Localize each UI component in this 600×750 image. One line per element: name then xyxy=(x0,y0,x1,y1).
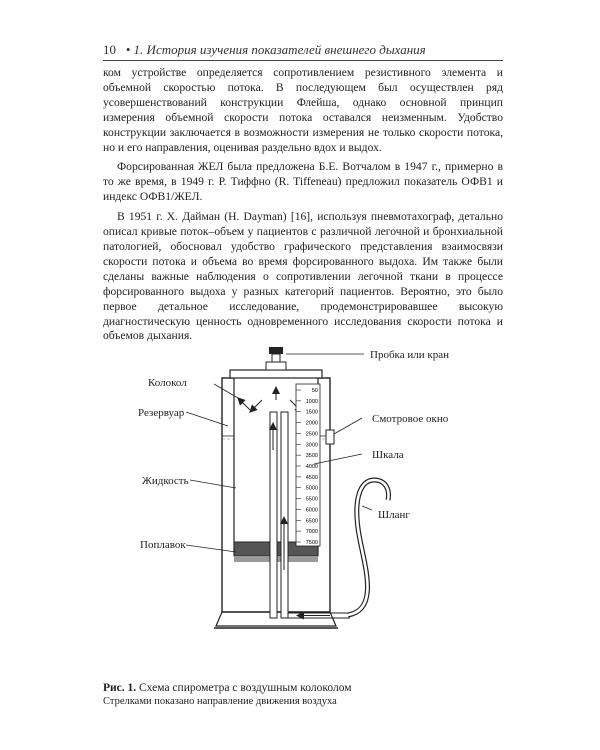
figure-caption xyxy=(103,682,523,707)
scale-mark-label: 4500 xyxy=(305,474,318,481)
scale-mark-label: 1000 xyxy=(305,398,318,405)
scale-mark-label: 5000 xyxy=(305,485,318,492)
page-number: 10 xyxy=(103,42,116,57)
running-header xyxy=(103,42,503,58)
running-title: • 1. История изучения показателей внешнего дыхания xyxy=(125,42,426,57)
label-liquid: Жидкость xyxy=(142,475,189,487)
label-float: Поплавок xyxy=(140,539,186,551)
body-text xyxy=(103,66,503,349)
scale-mark-label: 7500 xyxy=(305,540,318,546)
paragraph-3: В 1951 г. Х. Дайман (H. Dayman) [16], используя пневмотахограф, детально описал кривые поток–объем у пациентов с различной легочной и бронхиальной патологией, обосновал удобство графического представления взаимосвязи скорости потока и объема во время форсированного выдоха. Им также были сделаны важные наблюдения о сопротивлении легочной ткани в процессе форсированного выдоха у разных категорий пациентов. Вероятно, это было первое детальное исследование, продемонстрировавшее высокую диагностическую ценность одновременного исследования скорости потока и объемов дыхания. xyxy=(103,210,503,343)
spirometer-figure xyxy=(0,330,600,670)
scale-mark-label: 6000 xyxy=(305,507,318,514)
scale-mark-label: 1500 xyxy=(305,409,318,416)
paragraph-2: Форсированная ЖЕЛ была предложена Б.Е. Вотчалом в 1947 г., примерно в то же время, в 1949 г. Р. Тиффно (R. Tiffeneau) предложил показатель ОФВ1 и индекс ОФВ1/ЖЕЛ. xyxy=(103,160,503,204)
label-scale: Шкала xyxy=(372,449,404,461)
label-window: Смотровое окно xyxy=(372,413,449,425)
scale-mark-label: 7000 xyxy=(305,529,318,536)
stopper xyxy=(269,347,283,354)
label-reservoir: Резервуар xyxy=(138,407,185,419)
scale-mark-label: 3500 xyxy=(305,453,318,460)
caption-title: Схема спирометра с воздушным колоколом xyxy=(139,682,352,694)
caption-number: Рис. 1. xyxy=(103,682,137,694)
scale-mark-label: 3000 xyxy=(305,442,318,449)
scale-mark-label: 6500 xyxy=(305,518,318,525)
viewing-window xyxy=(326,430,334,444)
scale-mark-label: 2500 xyxy=(305,431,318,438)
paragraph-1: ком устройстве определяется сопротивлением резистивного элемента и объемной скоростью потока. В последующем был осуществлен ряд усовершенствований конструкции Флейша, однако основной принцип измерения объемной скорости потока оставался неизменным. Удобство конструкции заключается в возможности измерения не только скорости потока, но и его направления, оценивая раздельно вдох и выдох. xyxy=(103,66,503,154)
scale-mark-label: 4000 xyxy=(305,464,318,470)
caption-subtitle: Стрелками показано направление движения воздуха xyxy=(103,696,337,707)
header-rule xyxy=(103,60,503,61)
scale-mark-label: 2000 xyxy=(305,420,318,427)
scale-mark-label: 50 xyxy=(311,388,318,394)
scale-mark-label: 5500 xyxy=(305,496,318,503)
label-hose: Шланг xyxy=(378,509,410,521)
label-bell: Колокол xyxy=(148,377,187,389)
label-stopper: Пробка или кран xyxy=(370,349,449,361)
